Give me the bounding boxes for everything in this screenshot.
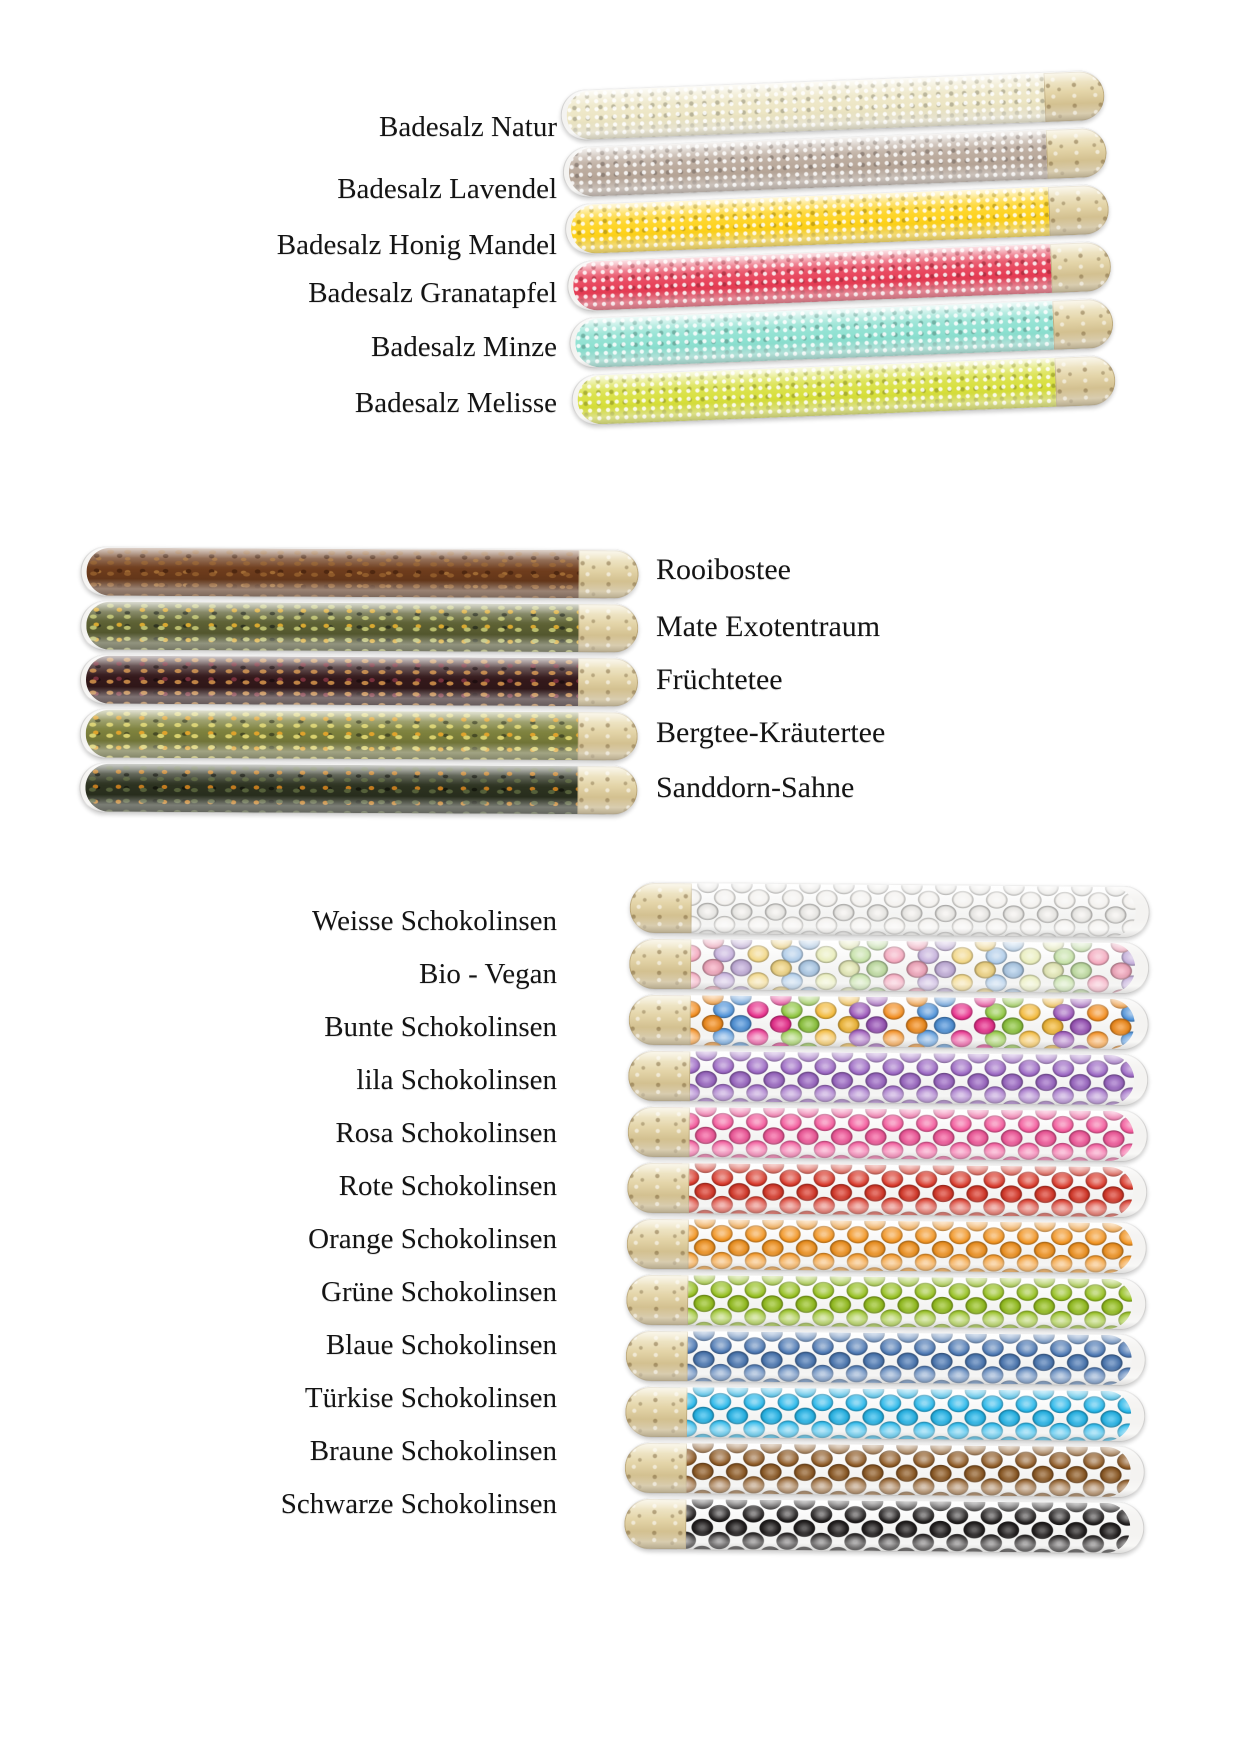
tube-fill <box>634 1499 1130 1553</box>
cork-stopper-icon <box>627 1219 689 1270</box>
cork-stopper-icon <box>626 1331 688 1382</box>
cork-stopper-icon <box>1046 128 1108 179</box>
tube-mate-exotentraum <box>80 601 638 654</box>
product-label: Weisse Schokolinsen <box>312 905 557 937</box>
product-label: Sanddorn-Sahne <box>656 771 855 804</box>
tube-fill <box>86 656 628 707</box>
product-label: Rote Schokolinsen <box>338 1170 557 1202</box>
tee-label-list <box>656 550 885 808</box>
product-label: lila Schokolinsen <box>356 1064 557 1096</box>
product-label: Badesalz Lavendel <box>337 173 557 205</box>
tee-photo <box>79 547 638 816</box>
tube-fill <box>639 939 1135 993</box>
cork-stopper-icon <box>627 1163 689 1214</box>
cork-stopper-icon <box>1043 71 1105 122</box>
tube-fill <box>637 1219 1133 1273</box>
product-label: Früchtetee <box>656 663 783 696</box>
tube-fill <box>86 548 628 599</box>
tube-schwarze-schokolinsen <box>624 1498 1144 1555</box>
product-label: Badesalz Honig Mandel <box>276 229 557 261</box>
product-label: Braune Schokolinsen <box>309 1435 557 1467</box>
tube-sanddorn-sahne <box>79 763 637 816</box>
cork-stopper-icon <box>578 658 638 706</box>
tube-fill <box>639 995 1135 1049</box>
badesalz-label-list <box>277 107 557 423</box>
product-label: Badesalz Natur <box>379 111 557 143</box>
cork-stopper-icon <box>578 550 638 598</box>
cork-stopper-icon <box>1050 242 1112 293</box>
cork-stopper-icon <box>625 1387 687 1438</box>
product-label: Türkise Schokolinsen <box>304 1382 557 1414</box>
tube-weisse-schokolinsen <box>629 882 1149 939</box>
product-label: Bunte Schokolinsen <box>324 1011 557 1043</box>
tube-fill <box>86 710 628 761</box>
product-label: Badesalz Minze <box>370 331 557 363</box>
product-label: Bio - Vegan <box>418 958 557 990</box>
tube-gruene-schokolinsen <box>626 1274 1146 1331</box>
product-label: Rooibostee <box>656 553 791 586</box>
cork-stopper-icon <box>578 712 638 760</box>
badesalz-photo <box>560 70 1116 427</box>
product-label: Blaue Schokolinsen <box>325 1329 557 1361</box>
tube-fill <box>636 1331 1132 1385</box>
tube-fill <box>639 883 1135 937</box>
tube-fill <box>637 1163 1133 1217</box>
tube-braune-schokolinsen <box>625 1442 1145 1499</box>
tube-fill <box>86 602 628 653</box>
tube-fill <box>635 1387 1131 1441</box>
product-label: Badesalz Melisse <box>354 387 557 419</box>
tube-bio-vegan-schokolinsen <box>629 938 1149 995</box>
cork-stopper-icon <box>1054 355 1116 406</box>
cork-stopper-icon <box>624 1499 686 1550</box>
cork-stopper-icon <box>629 995 691 1046</box>
cork-stopper-icon <box>625 1443 687 1494</box>
product-label: Grüne Schokolinsen <box>321 1276 557 1308</box>
schokolinsen-label-list <box>281 901 557 1524</box>
cork-stopper-icon <box>628 1107 690 1158</box>
cork-stopper-icon <box>1048 185 1110 236</box>
cork-stopper-icon <box>629 939 691 990</box>
tube-lila-schokolinsen <box>628 1050 1148 1107</box>
cork-stopper-icon <box>577 766 637 814</box>
tube-bunte-schokolinsen <box>628 994 1148 1051</box>
product-label: Orange Schokolinsen <box>308 1223 557 1255</box>
tube-fill <box>635 1443 1131 1497</box>
tube-orange-schokolinsen <box>627 1218 1147 1275</box>
tube-fill <box>636 1275 1132 1329</box>
cork-stopper-icon <box>1052 299 1114 350</box>
product-label: Bergtee-Kräutertee <box>656 716 886 749</box>
cork-stopper-icon <box>626 1275 688 1326</box>
cork-stopper-icon <box>629 883 691 934</box>
tube-fill <box>577 356 1106 425</box>
product-label: Rosa Schokolinsen <box>335 1117 557 1149</box>
tube-fill <box>638 1107 1134 1161</box>
cork-stopper-icon <box>628 1051 690 1102</box>
schokolinsen-photo <box>624 882 1150 1555</box>
tube-tuerkise-schokolinsen <box>625 1386 1145 1443</box>
tube-fill <box>85 764 627 815</box>
cork-stopper-icon <box>578 604 638 652</box>
tube-fill <box>638 1051 1134 1105</box>
tube-fruechtetee <box>80 655 638 708</box>
tube-bergtee-kraeutertee <box>80 709 638 762</box>
product-label: Mate Exotentraum <box>656 610 881 643</box>
tube-rosa-schokolinsen <box>628 1106 1148 1163</box>
product-label: Badesalz Granatapfel <box>308 277 557 309</box>
tube-rote-schokolinsen <box>627 1162 1147 1219</box>
tube-blaue-schokolinsen <box>626 1330 1146 1387</box>
tube-rooibostee <box>80 547 638 600</box>
product-label: Schwarze Schokolinsen <box>280 1488 557 1520</box>
